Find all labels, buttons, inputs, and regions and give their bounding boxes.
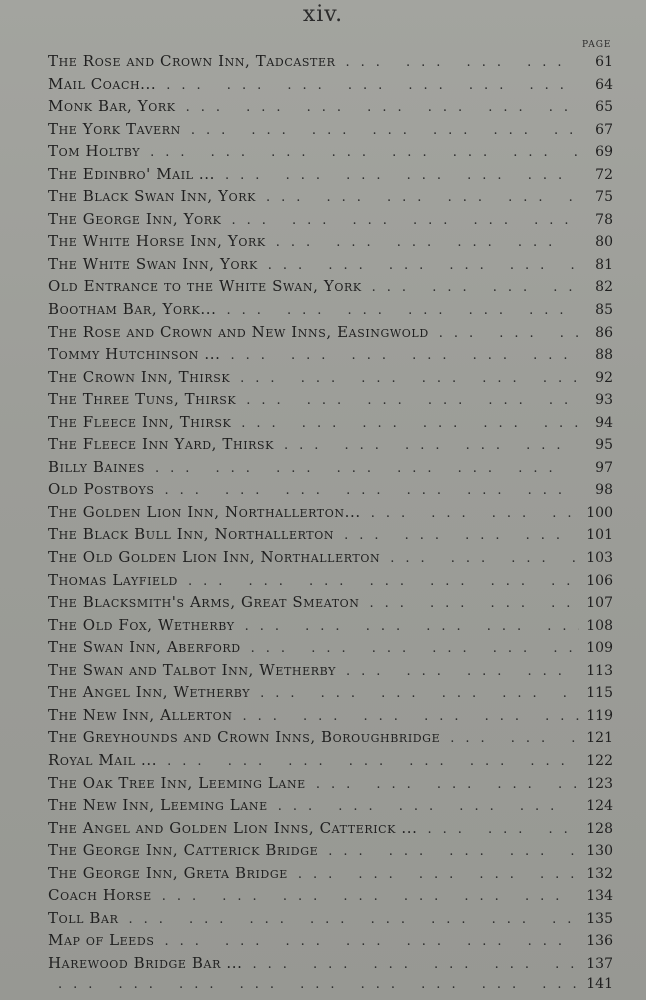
dot-leader <box>360 596 580 611</box>
list-item <box>48 277 613 300</box>
list-item <box>48 954 613 977</box>
entry-page-number: 92 <box>595 369 613 386</box>
dot-leader <box>336 664 579 679</box>
entry-page-number: 65 <box>595 99 613 116</box>
entry-title: The Edinbro' Mail ... <box>48 164 216 183</box>
entry-title: The George Inn, Greta Bridge <box>48 863 288 882</box>
entry-page-number: 113 <box>586 662 613 679</box>
dot-leader <box>236 393 579 408</box>
entry-page-number: 93 <box>595 392 613 409</box>
entry-page-number: 121 <box>586 730 613 747</box>
dot-leader <box>250 686 579 701</box>
dot-leader <box>176 100 579 115</box>
entry-title: Tommy Hutchinson ... <box>48 345 221 364</box>
entry-page-number: 135 <box>586 910 613 927</box>
list-item <box>48 165 613 188</box>
list-item <box>48 616 613 639</box>
entry-title: The Old Golden Lion Inn, Northallerton <box>48 548 381 567</box>
entry-title: The Crown Inn, Thirsk <box>48 367 231 386</box>
entry-title: The White Horse Inn, York <box>48 232 266 251</box>
list-item <box>48 120 613 143</box>
entry-title: Royal Mail ... <box>48 750 158 769</box>
dot-leader <box>230 371 579 386</box>
list-item <box>48 142 613 165</box>
entry-title: Harewood Bridge Bar ... <box>48 953 243 972</box>
dot-leader <box>274 438 579 453</box>
list-item <box>48 232 613 255</box>
list-item <box>48 706 613 729</box>
dot-leader <box>318 844 579 859</box>
entry-title: The Swan Inn, Aberford <box>48 638 241 657</box>
dot-leader <box>440 731 579 746</box>
list-item <box>48 819 613 842</box>
entry-page-number: 78 <box>595 211 613 228</box>
entry-page-number: 67 <box>595 121 613 138</box>
dot-leader <box>221 348 580 363</box>
list-item <box>48 300 613 323</box>
entry-page-number: 123 <box>586 775 613 792</box>
list-item <box>48 75 613 98</box>
entry-page-number: 107 <box>586 595 613 612</box>
list-item <box>48 210 613 233</box>
dot-leader <box>288 867 579 882</box>
list-item <box>48 841 613 864</box>
list-item <box>48 458 613 481</box>
list-item <box>48 751 613 774</box>
list-item <box>48 345 613 368</box>
entry-page-number: 130 <box>586 843 613 860</box>
entry-title: Coach Horse <box>48 886 152 905</box>
entry-title: The Fleece Inn, Thirsk <box>48 412 232 431</box>
list-item <box>48 886 613 909</box>
list-item <box>48 638 613 661</box>
entry-page-number: 106 <box>586 572 613 589</box>
entry-title: The White Swan Inn, York <box>48 254 258 273</box>
entry-title: The Angel and Golden Lion Inns, Catterick ... <box>48 818 418 837</box>
entry-title: Thomas Layfield <box>48 570 178 589</box>
dot-leader <box>157 754 579 769</box>
dot-leader <box>266 235 579 250</box>
list-item <box>48 774 613 797</box>
entry-title: The Old Fox, Wetherby <box>48 615 235 634</box>
list-item <box>48 323 613 346</box>
entry-title: Map of Leeds <box>48 931 155 950</box>
dot-leader <box>362 280 579 295</box>
dot-leader <box>181 123 579 138</box>
entry-page-number: 122 <box>586 752 613 769</box>
entry-page-number: 81 <box>595 256 613 273</box>
dot-leader <box>380 551 579 566</box>
entry-page-number: 61 <box>595 54 613 70</box>
dot-leader <box>241 641 579 656</box>
list-item <box>48 548 613 571</box>
list-item <box>48 187 613 210</box>
list-item <box>48 368 613 391</box>
entry-page-number: 82 <box>595 279 613 296</box>
dot-leader <box>429 326 579 341</box>
list-item <box>48 435 613 458</box>
dot-leader <box>242 957 579 972</box>
entry-page-number: 86 <box>595 324 613 341</box>
entry-page-number: 98 <box>595 482 613 499</box>
entry-title: Monk Bar, York <box>48 97 176 116</box>
dot-leader <box>417 822 579 837</box>
entry-page-number: 124 <box>586 798 613 815</box>
list-item <box>48 255 613 278</box>
list-item <box>48 571 613 594</box>
entry-title: The Three Tuns, Thirsk <box>48 390 237 409</box>
dot-leader <box>235 619 579 634</box>
entry-page-number: 94 <box>595 414 613 431</box>
entry-page-number: 103 <box>586 550 613 567</box>
list-item <box>48 728 613 751</box>
entry-title: The Swan and Talbot Inn, Wetherby <box>48 660 336 679</box>
entry-page-number: 101 <box>586 527 613 544</box>
entry-page-number: 119 <box>586 707 613 724</box>
entry-page-number: 115 <box>586 685 613 702</box>
entry-page-number: 95 <box>595 437 613 454</box>
dot-leader <box>306 777 579 792</box>
page-numeral: xiv. <box>302 2 344 27</box>
entry-title: The Oak Tree Inn, Leeming Lane <box>48 773 306 792</box>
dot-leader <box>152 889 579 904</box>
entry-page-number: 72 <box>595 166 613 183</box>
illustrations-list <box>48 52 613 999</box>
list-item <box>48 413 613 436</box>
entry-page-number: 128 <box>586 820 613 837</box>
entry-title: The George Inn, Catterick Bridge <box>48 841 319 860</box>
list-item <box>48 976 613 999</box>
dot-leader <box>232 709 579 724</box>
dot-leader <box>154 934 579 949</box>
entry-title: The York Tavern <box>48 119 181 138</box>
entry-title: Toll Bar <box>48 908 119 927</box>
list-item <box>48 97 613 120</box>
list-item <box>48 593 613 616</box>
list-item <box>48 52 613 75</box>
list-item <box>48 661 613 684</box>
page-column-label: PAGE <box>582 40 612 50</box>
entry-title: The New Inn, Leeming Lane <box>48 796 268 815</box>
dot-leader <box>361 506 579 521</box>
dot-leader <box>231 416 579 431</box>
list-item <box>48 796 613 819</box>
entry-title: The Fleece Inn Yard, Thirsk <box>48 435 274 454</box>
dot-leader <box>156 78 579 93</box>
dot-leader <box>140 145 579 160</box>
entry-page-number: 108 <box>586 617 613 634</box>
entry-title: Bootham Bar, York... <box>48 300 217 319</box>
entry-title: Old Postboys <box>48 480 155 499</box>
dot-leader <box>268 799 579 814</box>
entry-page-number: 64 <box>595 76 613 93</box>
list-item <box>48 525 613 548</box>
entry-page-number: 97 <box>595 459 613 476</box>
list-item <box>48 909 613 932</box>
list-item <box>48 390 613 413</box>
list-item <box>48 480 613 503</box>
entry-title: Tom Holtby <box>48 142 141 161</box>
entry-title: The Rose and Crown Inn, Tadcaster <box>48 52 336 70</box>
entry-page-number: 80 <box>595 234 613 251</box>
entry-page-number: 85 <box>595 302 613 319</box>
entry-page-number: 75 <box>595 189 613 206</box>
entry-title: Billy Baines <box>48 457 146 476</box>
dot-leader <box>221 213 579 228</box>
entry-title: The Greyhounds and Crown Inns, Boroughbridge <box>48 728 441 747</box>
entry-page-number: 141 <box>586 976 613 993</box>
entry-page-number: 134 <box>586 888 613 905</box>
entry-title: The Black Swan Inn, York <box>48 187 256 206</box>
dot-leader <box>258 258 579 273</box>
entry-title: Old Entrance to the White Swan, York <box>48 277 362 296</box>
entry-page-number: 132 <box>586 865 613 882</box>
entry-page-number: 100 <box>586 504 613 521</box>
list-item <box>48 683 613 706</box>
dot-leader <box>154 483 579 498</box>
entry-title: The Golden Lion Inn, Northallerton... <box>48 502 361 521</box>
list-item <box>48 864 613 887</box>
entry-title: The George Inn, York <box>48 209 222 228</box>
entry-title: The Rose and Crown and New Inns, Easingwold <box>48 322 429 341</box>
dot-leader <box>215 168 579 183</box>
dot-leader <box>336 55 580 70</box>
dot-leader <box>48 977 579 992</box>
dot-leader <box>216 303 579 318</box>
entry-page-number: 69 <box>595 144 613 161</box>
entry-title: The Black Bull Inn, Northallerton <box>48 525 335 544</box>
entry-page-number: 136 <box>586 933 613 950</box>
dot-leader <box>178 574 579 589</box>
dot-leader <box>256 190 579 205</box>
list-item <box>48 503 613 526</box>
entry-title: The New Inn, Allerton <box>48 705 233 724</box>
dot-leader <box>334 528 579 543</box>
entry-title: The Angel Inn, Wetherby <box>48 683 251 702</box>
dot-leader <box>118 912 579 927</box>
dot-leader <box>145 461 579 476</box>
entry-page-number: 88 <box>595 347 613 364</box>
entry-title: The Blacksmith's Arms, Great Smeaton <box>48 593 360 612</box>
entry-title: Mail Coach... <box>48 74 157 93</box>
entry-page-number: 109 <box>586 640 613 657</box>
list-item <box>48 931 613 954</box>
entry-page-number: 137 <box>586 955 613 972</box>
